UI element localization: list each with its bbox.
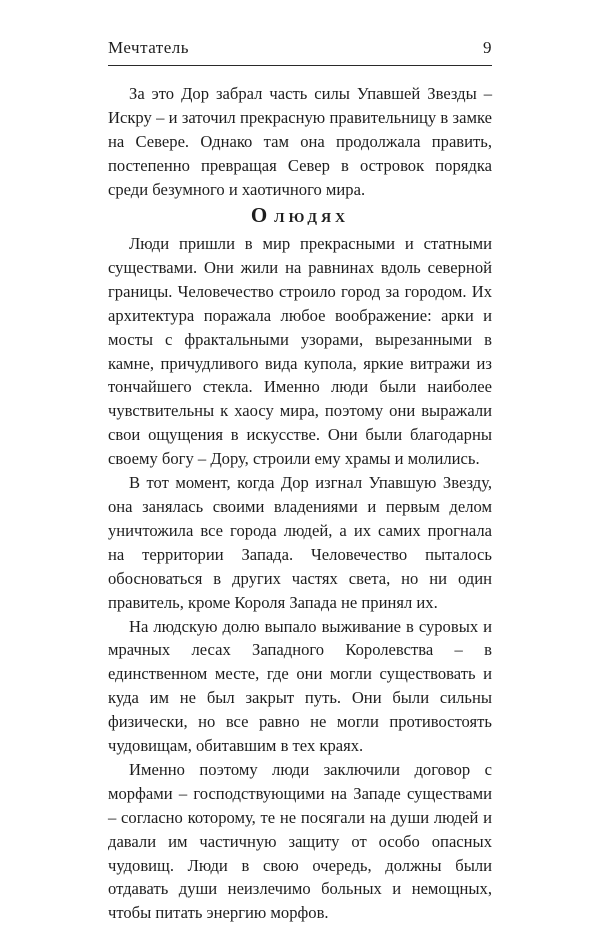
page-number: 9: [483, 38, 492, 57]
intro-text: [108, 82, 492, 202]
section-text: [108, 232, 492, 925]
paragraph: На людскую долю выпало выживание в суровых и мрачных лесах Западного Королевства – в единственном месте, где они могли существовать и куда им не был закрыт путь. Они были сильны физически, но все равно не могли противостоять чудовищам, обитавшим в тех краях.: [108, 616, 492, 756]
header-rule: [108, 65, 492, 66]
section-heading: [108, 203, 492, 228]
paragraph: В тот момент, когда Дор изгнал Упавшую Звезду, она занялась своими владениями и первым делом уничтожила все города людей, а их самих прогнала на территории Запада. Человечество пыталось обосноваться в других частях света, но ни один правитель, кроме Короля Запада не принял их.: [108, 473, 492, 612]
book-title: Мечтатель: [108, 38, 190, 57]
running-header: [108, 38, 492, 62]
heading-rest: людях: [274, 205, 350, 227]
paragraph: Именно поэтому люди заключили договор с морфами – господствующими на Западе существами – согласно которому, те не посягали на души людей и давали им частичную защиту от особо опасных чудовищ. Люди в свою очередь, должны были отдавать души неизлечимо больных и немощных, чтобы питать энергию морфов.: [108, 759, 492, 923]
heading-initial: О: [250, 203, 269, 227]
paragraph: Люди пришли в мир прекрасными и статными существами. Они жили на равнинах вдоль северной границы. Человечество строило город за городом. Их архитектура поражала любое воображение: арки и мосты с фрактальными узорами, вырезанными в камне, причудливого вида купола, яркие витражи из тончайшего стекла. Именно люди были наиболее чувствительны к хаосу мира, поэтому они выражали свои ощущения в искусстве. Они были благодарны своему богу – Дору, строили ему храмы и молились.: [108, 234, 492, 469]
paragraph: За это Дор забрал часть силы Упавшей Звезды – Искру – и заточил прекрасную правительницу в замке на Севере. Однако там она продолжала править, постепенно превращая Север в островок порядка среди безумного и хаотичного мира.: [108, 84, 492, 199]
